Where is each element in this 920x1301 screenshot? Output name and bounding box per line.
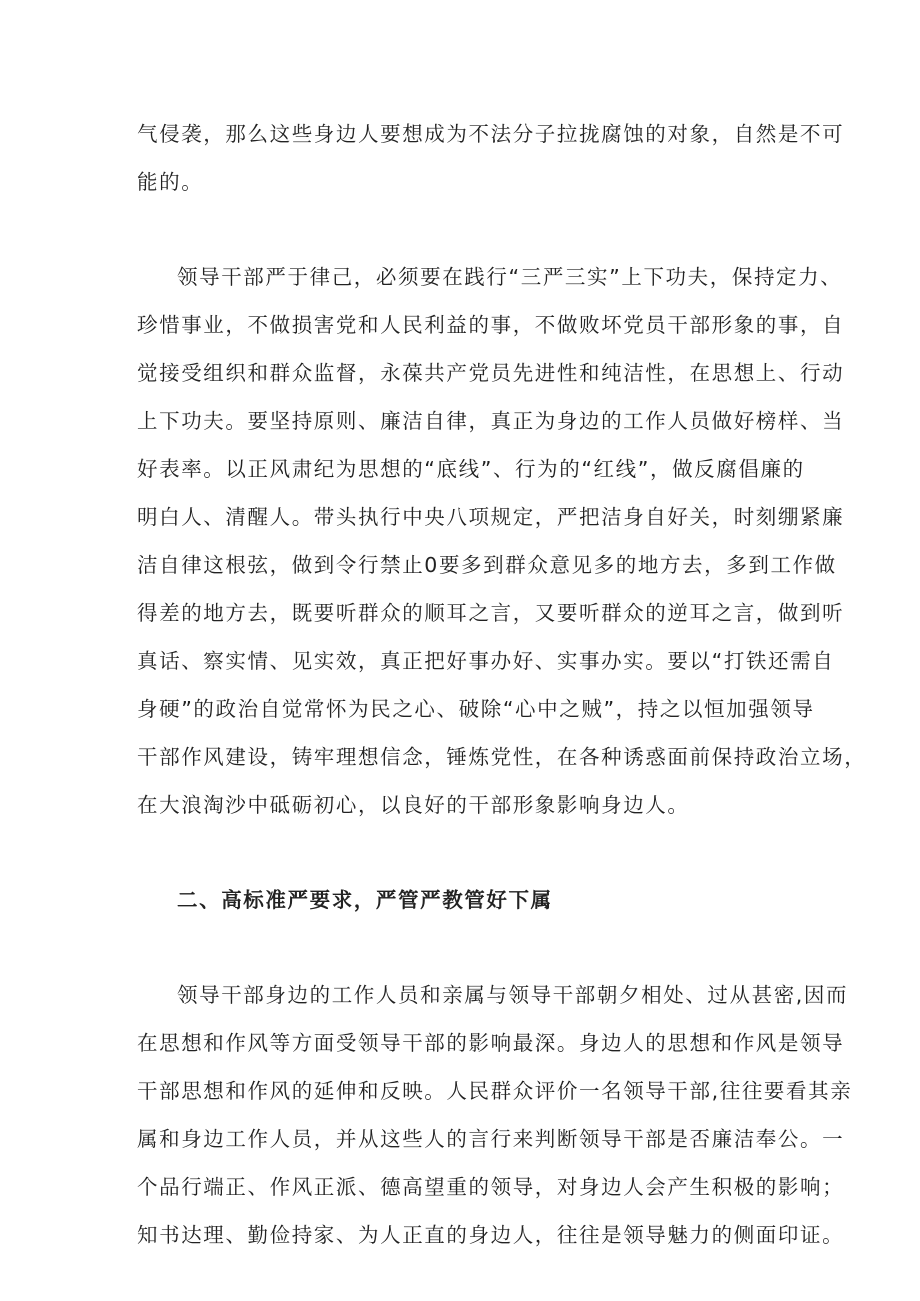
text-line: 觉接受组织和群众监督，永葆共产党员先进性和纯洁性，在思想上、行动: [137, 361, 845, 385]
text-line: 明白人、清醒人。带头执行中央八项规定，严把洁身自好关，时刻绷紧廉: [137, 505, 845, 529]
text-line: 好表率。以正风肃纪为思想的“底线”、行为的“红线”，做反腐倡廉的: [137, 457, 805, 481]
text-line: 知书达理、勤俭持家、为人正直的身边人，往往是领导魅力的侧面印证。: [137, 1223, 845, 1247]
text-line: 珍惜事业，不做损害党和人民利益的事，不做败坏党员干部形象的事，自: [137, 313, 845, 337]
section-heading: 二、高标准严要求，严管严教管好下属: [177, 888, 553, 912]
text-line: 干部作风建设，铸牢理想信念，锤炼党性，在各种诱惑面前保持政治立场，: [137, 745, 867, 769]
text-line: 属和身边工作人员，并从这些人的言行来判断领导干部是否廉洁奉公。一: [137, 1127, 845, 1151]
text-line: 气侵袭，那么这些身边人要想成为不法分子拉拢腐蚀的对象，自然是不可: [137, 122, 845, 146]
text-line: 能的。: [137, 170, 204, 194]
text-line: 在大浪淘沙中砥砺初心，以良好的干部形象影响身边人。: [137, 793, 690, 817]
text-line: 真话、察实情、见实效，真正把好事办好、实事办实。要以“打铁还需自: [137, 649, 835, 673]
text-line: 领导干部身边的工作人员和亲属与领导干部朝夕相处、过从甚密,因而: [177, 983, 849, 1007]
text-line: 干部思想和作风的延伸和反映。人民群众评价一名领导干部,往往要看其亲: [137, 1079, 853, 1103]
text-line: 领导干部严于律己，必须要在践行“三严三实”上下功夫，保持定力、: [177, 265, 843, 289]
text-line: 在思想和作风等方面受领导干部的影响最深。身边人的思想和作风是领导: [137, 1031, 845, 1055]
text-line: 洁自律这根弦，做到令行禁止0要多到群众意见多的地方去，多到工作做: [137, 553, 837, 577]
text-line: 得差的地方去，既要听群众的顺耳之言，又要听群众的逆耳之言，做到听: [137, 601, 845, 625]
text-line: 个品行端正、作风正派、德高望重的领导，对身边人会产生积极的影响；: [137, 1175, 845, 1199]
text-line: 上下功夫。要坚持原则、廉洁自律，真正为身边的工作人员做好榜样、当: [137, 409, 845, 433]
text-line: 身硬”的政治自觉常怀为民之心、破除“心中之贼”，持之以恒加强领导: [137, 697, 815, 721]
